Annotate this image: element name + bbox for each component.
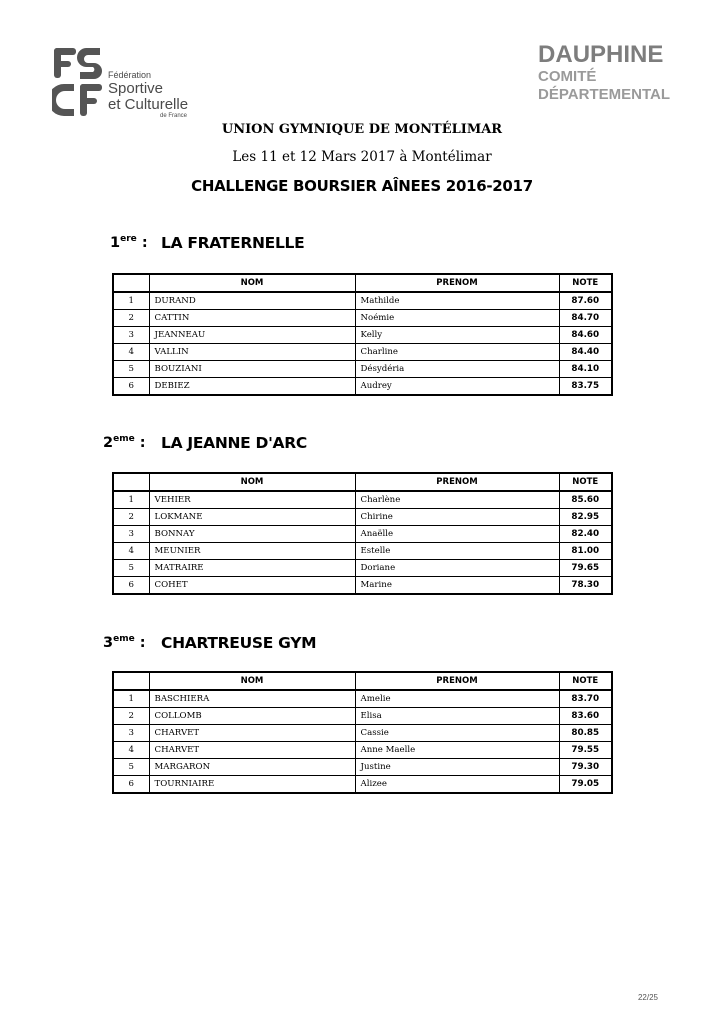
row-number: 6 (113, 577, 149, 595)
cell-prenom: Désydéria (355, 361, 559, 378)
cell-note: 84.70 (559, 310, 612, 327)
cell-note: 79.05 (559, 776, 612, 794)
table-row (113, 708, 612, 725)
rank-number: 2 (103, 435, 114, 451)
table-row (113, 560, 612, 577)
rank-number: 3 (103, 635, 114, 651)
rank-colon: : (139, 635, 146, 651)
cell-note: 79.65 (559, 560, 612, 577)
page-number: 22/25 (637, 993, 658, 1002)
row-number: 3 (113, 725, 149, 742)
column-header-prenom: PRENOM (355, 473, 559, 491)
club-name: CHARTREUSE GYM (161, 634, 317, 652)
cell-note: 85.60 (559, 491, 612, 509)
table-row (113, 310, 612, 327)
cell-nom: VALLIN (149, 344, 355, 361)
event-dates: Les 11 et 12 Mars 2017 à Montélimar (232, 149, 492, 165)
table-row (113, 526, 612, 543)
column-header-prenom: PRENOM (355, 672, 559, 690)
cell-nom: MATRAIRE (149, 560, 355, 577)
rank-label (103, 634, 146, 651)
rank-number: 1 (110, 235, 121, 251)
rank-suffix: eme (113, 434, 135, 444)
table-row (113, 361, 612, 378)
rank-colon: : (141, 235, 148, 251)
cell-nom: DURAND (149, 292, 355, 310)
rank-suffix: ere (120, 234, 137, 244)
cell-nom: JEANNEAU (149, 327, 355, 344)
cell-note: 84.10 (559, 361, 612, 378)
table-header-row (113, 274, 612, 292)
results-table (112, 472, 613, 595)
cell-prenom: Audrey (355, 378, 559, 396)
page-title: CHALLENGE BOURSIER AÎNEES 2016-2017 (191, 177, 533, 195)
table-row (113, 344, 612, 361)
comite-line: COMITÉ (538, 68, 597, 85)
column-header-note: NOTE (559, 672, 612, 690)
rank-colon: : (139, 435, 146, 451)
table-row (113, 759, 612, 776)
cell-nom: BOUZIANI (149, 361, 355, 378)
cell-note: 79.55 (559, 742, 612, 759)
cell-nom: DEBIEZ (149, 378, 355, 396)
cell-note: 83.70 (559, 690, 612, 708)
cell-prenom: Doriane (355, 560, 559, 577)
rank-label (110, 234, 148, 251)
rank-suffix: eme (113, 634, 135, 644)
cell-prenom: Chirine (355, 509, 559, 526)
cell-nom: COHET (149, 577, 355, 595)
cell-nom: CHARVET (149, 742, 355, 759)
fscf-logo-mark-icon (52, 46, 104, 118)
cell-prenom: Elisa (355, 708, 559, 725)
cell-note: 82.95 (559, 509, 612, 526)
cell-prenom: Anne Maelle (355, 742, 559, 759)
club-name: LA FRATERNELLE (161, 234, 305, 252)
column-header-nom: NOM (149, 672, 355, 690)
cell-note: 84.60 (559, 327, 612, 344)
rank-label (103, 434, 146, 451)
row-number: 5 (113, 361, 149, 378)
cell-note: 78.30 (559, 577, 612, 595)
cell-nom: COLLOMB (149, 708, 355, 725)
cell-note: 87.60 (559, 292, 612, 310)
dauphine-logo (538, 42, 670, 104)
column-header-prenom: PRENOM (355, 274, 559, 292)
logo-line: de France (160, 113, 188, 119)
cell-prenom: Marine (355, 577, 559, 595)
cell-prenom: Kelly (355, 327, 559, 344)
column-header-nom: NOM (149, 473, 355, 491)
logo-line: Sportive (108, 80, 164, 97)
row-number: 4 (113, 344, 149, 361)
row-number: 2 (113, 509, 149, 526)
cell-nom: CATTIN (149, 310, 355, 327)
table-row (113, 509, 612, 526)
cell-nom: CHARVET (149, 725, 355, 742)
fscf-logo-text (108, 70, 188, 120)
table-row (113, 690, 612, 708)
cell-note: 83.75 (559, 378, 612, 396)
row-number: 2 (113, 310, 149, 327)
cell-nom: VEHIER (149, 491, 355, 509)
column-header-note: NOTE (559, 274, 612, 292)
results-table (112, 671, 613, 794)
cell-prenom: Estelle (355, 543, 559, 560)
table-row (113, 292, 612, 310)
logo-line: Fédération (108, 70, 152, 80)
row-number: 4 (113, 742, 149, 759)
cell-prenom: Noémie (355, 310, 559, 327)
column-header-note: NOTE (559, 473, 612, 491)
cell-nom: BASCHIERA (149, 690, 355, 708)
cell-note: 79.30 (559, 759, 612, 776)
results-table (112, 273, 613, 396)
cell-note: 81.00 (559, 543, 612, 560)
club-name: LA JEANNE D'ARC (161, 434, 307, 452)
cell-nom: MEUNIER (149, 543, 355, 560)
organizer-title: UNION GYMNIQUE DE MONTÉLIMAR (221, 122, 503, 137)
table-row (113, 725, 612, 742)
row-number: 6 (113, 776, 149, 794)
row-number: 1 (113, 292, 149, 310)
cell-prenom: Charline (355, 344, 559, 361)
cell-prenom: Charlène (355, 491, 559, 509)
header-blank-cell (113, 672, 149, 690)
row-number: 3 (113, 327, 149, 344)
cell-prenom: Amelie (355, 690, 559, 708)
header-blank-cell (113, 473, 149, 491)
logo-line: et Culturelle (108, 96, 189, 113)
cell-prenom: Cassie (355, 725, 559, 742)
row-number: 5 (113, 759, 149, 776)
table-row (113, 378, 612, 396)
cell-nom: LOKMANE (149, 509, 355, 526)
cell-note: 80.85 (559, 725, 612, 742)
dauphine-line: DAUPHINE (538, 41, 664, 68)
row-number: 1 (113, 491, 149, 509)
cell-nom: TOURNIAIRE (149, 776, 355, 794)
cell-note: 82.40 (559, 526, 612, 543)
cell-prenom: Mathilde (355, 292, 559, 310)
header-blank-cell (113, 274, 149, 292)
departemental-line: DÉPARTEMENTAL (538, 86, 670, 103)
row-number: 2 (113, 708, 149, 725)
cell-prenom: Anaëlle (355, 526, 559, 543)
table-header-row (113, 473, 612, 491)
row-number: 5 (113, 560, 149, 577)
row-number: 6 (113, 378, 149, 396)
cell-note: 83.60 (559, 708, 612, 725)
cell-prenom: Alizee (355, 776, 559, 794)
table-row (113, 491, 612, 509)
table-row (113, 776, 612, 794)
cell-nom: BONNAY (149, 526, 355, 543)
cell-note: 84.40 (559, 344, 612, 361)
cell-nom: MARGARON (149, 759, 355, 776)
row-number: 4 (113, 543, 149, 560)
table-row (113, 742, 612, 759)
cell-prenom: Justine (355, 759, 559, 776)
table-row (113, 327, 612, 344)
row-number: 1 (113, 690, 149, 708)
column-header-nom: NOM (149, 274, 355, 292)
table-row (113, 543, 612, 560)
fscf-logo (52, 46, 202, 122)
row-number: 3 (113, 526, 149, 543)
table-header-row (113, 672, 612, 690)
table-row (113, 577, 612, 595)
